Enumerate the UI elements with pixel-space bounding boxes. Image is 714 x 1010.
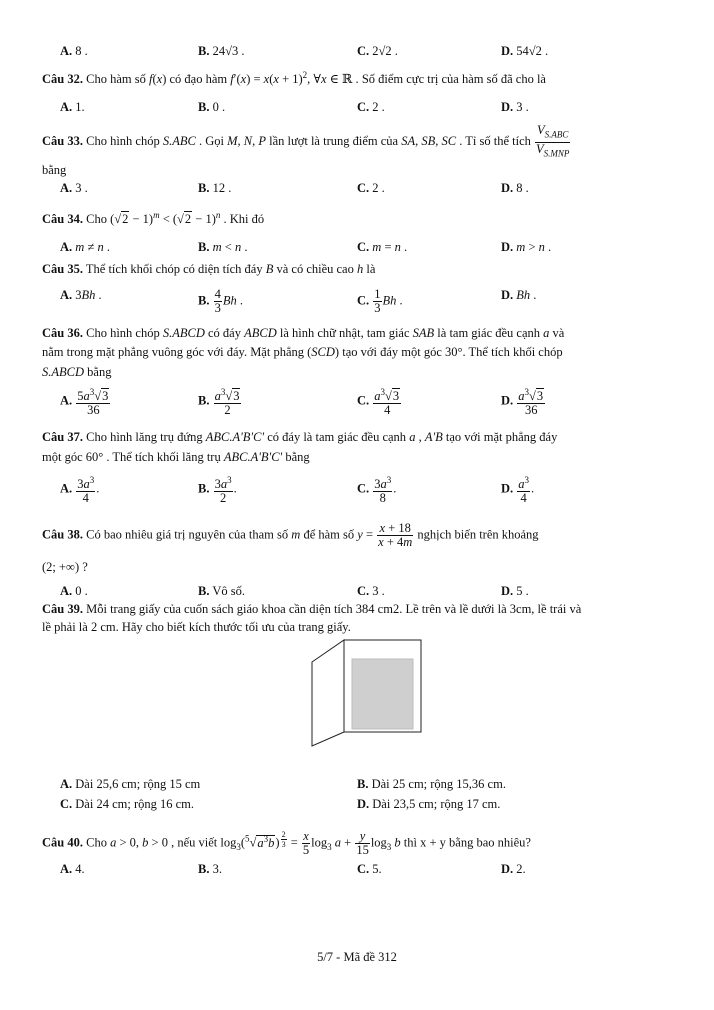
q36-stem-line2: nằm trong mặt phẳng vuông góc với đáy. Mặt phẳng (SCD) tạo với đáy một góc 30°. Thể tích khối chóp	[42, 345, 563, 359]
q34-option-a: A. m ≠ n .	[60, 240, 110, 254]
q38-option-a: A. 0 .	[60, 584, 88, 598]
q36-option-a: A. $\frac{5a^3√3}{36}$	[60, 387, 109, 418]
q36-option-c: C. $\frac{a^3√3}{4}$	[357, 387, 400, 418]
q35-option-c: C. $\frac{1}{3}$ Bh .	[357, 287, 403, 315]
q33-option-a: A. 3 .	[60, 181, 88, 195]
q37-stem-line1: Câu 37. Cho hình lăng trụ đứng ABC.A'B'C' có đáy là tam giác đều cạnh a , A'B tạo với mặt phẳng đáy	[42, 430, 558, 444]
q39-stem-line2: lề phải là 2 cm. Hãy cho biết kích thước tối ưu của trang giấy.	[42, 620, 351, 634]
q33-option-d: D. 8 .	[501, 181, 529, 195]
q31-option-b: B. 24√3 .	[198, 44, 245, 58]
q33-stem: Câu 33. Cho hình chóp S.ABC . Gọi M, N, P lần lượt là trung điểm của SA, SB, SC . Tỉ số thể tích $\frac{V_{S.ABC}}{V_{S.MNP}}$	[42, 123, 570, 158]
q34-stem: Câu 34. Cho $(√2 - 1)^m < (√2 - 1)^n$ . Khi đó	[42, 210, 265, 227]
printable-area	[352, 659, 413, 729]
q34-option-b: B. m < n .	[198, 240, 248, 254]
q32-option-d: D. 3 .	[501, 100, 529, 114]
q39-option-a: A. Dài 25,6 cm; rộng 15 cm	[60, 777, 201, 791]
q37-stem-line2: một góc 60° . Thể tích khối lăng trụ ABC.A'B'C' bằng	[42, 450, 310, 464]
q38-option-c: C. 3 .	[357, 584, 385, 598]
q32-option-a: A. 1.	[60, 100, 85, 114]
q31-option-a: A. 8 .	[60, 44, 88, 58]
q38-option-d: D. 5 .	[501, 584, 529, 598]
q31-option-c: C. 2√2 .	[357, 44, 398, 58]
book-page-figure	[304, 636, 426, 748]
q38-option-b: B. Vô số.	[198, 584, 246, 598]
q40-option-a: A. 4.	[60, 862, 85, 876]
q34-option-c: C. m = n .	[357, 240, 408, 254]
q39-option-c: C. Dài 24 cm; rộng 16 cm.	[60, 797, 195, 811]
q40-option-d: D. 2.	[501, 862, 526, 876]
q33-option-b: B. 12 .	[198, 181, 232, 195]
book-cover-panel	[312, 640, 344, 746]
q35-stem: Câu 35. Thể tích khối chóp có diện tích đáy B và có chiều cao h là	[42, 262, 376, 276]
q36-option-b: B. $\frac{a^3√3}{2}$	[198, 387, 240, 418]
q37-option-b: B. $\frac{3a^3}{2}$ .	[198, 475, 237, 506]
q40-option-c: C. 5.	[357, 862, 382, 876]
q31-option-d: D. 54√2 .	[501, 44, 549, 58]
q32-option-b: B. 0 .	[198, 100, 226, 114]
q35-option-d: D. Bh .	[501, 288, 537, 302]
q39-option-b: B. Dài 25 cm; rộng 15,36 cm.	[357, 777, 506, 791]
q38-stem: Câu 38. Có bao nhiêu giá trị nguyên của tham số m để hàm số y = $\frac{x + 18}{x + 4m}$ nghịch biến trên khoảng	[42, 521, 539, 549]
q34-option-d: D. m > n .	[501, 240, 552, 254]
q35-option-b: B. $\frac{4}{3}$ Bh .	[198, 287, 243, 315]
q32-stem: Câu 32. Cho hàm số f(x) có đạo hàm $f'(x) = x(x + 1)^2$, ∀x ∈ ℝ . Số điểm cực trị của hàm số đã cho là	[42, 70, 546, 87]
q37-option-a: A. $\frac{3a^3}{4}$ .	[60, 475, 100, 506]
q32-option-c: C. 2 .	[357, 100, 385, 114]
q40-option-b: B. 3.	[198, 862, 222, 876]
q38-interval: (2; +∞) ?	[42, 560, 88, 574]
q33-stem-end: bằng	[42, 163, 67, 177]
q33-volume-ratio: $\frac{V_{S.ABC}}{V_{S.MNP}}$	[536, 123, 570, 158]
q36-stem-line3: S.ABCD bằng	[42, 365, 112, 379]
q35-option-a: A. 3Bh .	[60, 288, 102, 302]
q37-option-d: D. $\frac{a^3}{4}$ .	[501, 475, 535, 506]
q37-option-c: C. $\frac{3a^3}{8}$ .	[357, 475, 397, 506]
page-footer: 5/7 - Mã đề 312	[317, 950, 397, 964]
q39-option-d: D. Dài 23,5 cm; rộng 17 cm.	[357, 797, 501, 811]
q40-stem: Câu 40. Cho a > 0, b > 0 , nếu viết $\log_3(^5√a^3b)$ $^{\frac{2}{3}}$ = $\frac{x}{5}$ $\log_3 a$ + $\frac{y}{15}$ $\log_3 b$ thì x + y bằng bao nhiêu?	[42, 829, 531, 858]
q33-option-c: C. 2 .	[357, 181, 385, 195]
q39-stem-line1: Câu 39. Mỗi trang giấy của cuốn sách giáo khoa cần diện tích 384 cm2. Lề trên và lề dưới là 3cm, lề trái và	[42, 602, 582, 616]
q36-stem-line1: Câu 36. Cho hình chóp S.ABCD có đáy ABCD là hình chữ nhật, tam giác SAB là tam giác đều cạnh a và	[42, 326, 565, 340]
q36-option-d: D. $\frac{a^3√3}{36}$	[501, 387, 544, 418]
